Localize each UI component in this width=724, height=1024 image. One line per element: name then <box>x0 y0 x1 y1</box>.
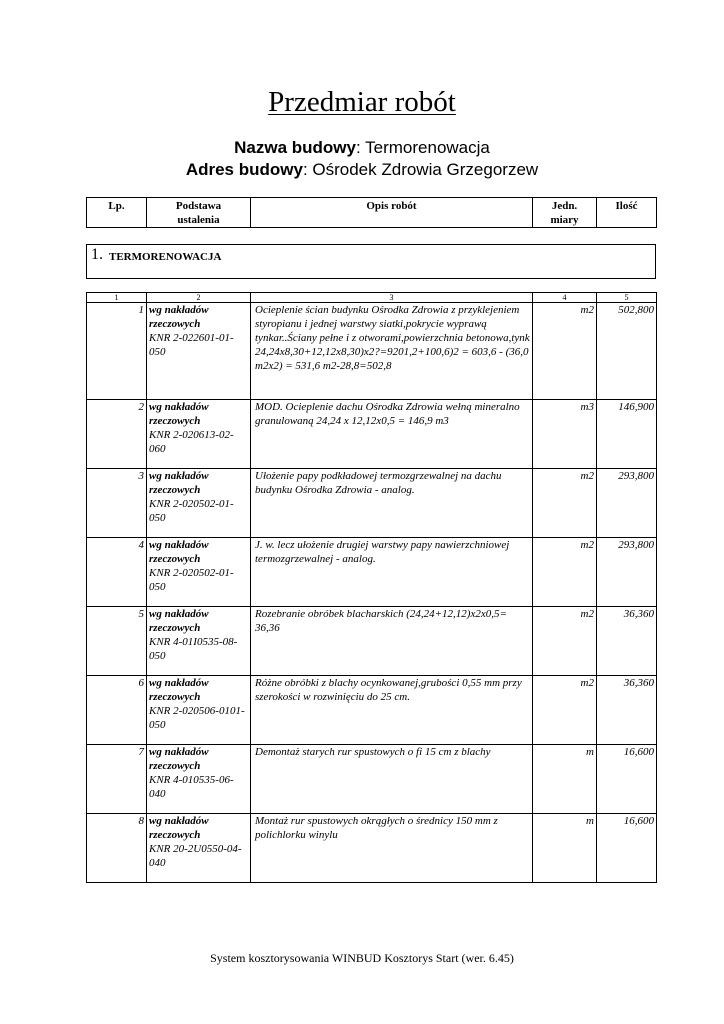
row-quantity: 293,800 <box>597 469 657 538</box>
column-number: 3 <box>251 293 533 303</box>
row-base-a: wg nakładów <box>149 608 209 620</box>
section-number: 1. <box>91 246 103 263</box>
build-address-line <box>0 160 724 180</box>
column-number-row <box>87 293 657 303</box>
row-lp: 4 <box>87 538 147 607</box>
row-lp: 7 <box>87 745 147 814</box>
row-base <box>147 469 251 538</box>
row-description: Ułożenie papy podkładowej termozgrzewalnej na dachu budynku Ośrodka Zdrowia - analog. <box>251 469 533 538</box>
row-lp: 2 <box>87 400 147 469</box>
table-row <box>87 303 657 400</box>
row-base-b: rzeczowych <box>149 622 201 634</box>
row-description: J. w. lecz ułożenie drugiej warstwy papy nawierzchniowej termozgrzewalnej - analog. <box>251 538 533 607</box>
row-description: Montaż rur spustowych okrągłych o średnicy 150 mm z polichlorku winylu <box>251 814 533 883</box>
header-base-line1: Podstawa <box>175 200 222 212</box>
table-row <box>87 814 657 883</box>
row-quantity: 16,600 <box>597 814 657 883</box>
header-qty: Ilość <box>597 198 657 228</box>
row-base-a: wg nakładów <box>149 677 209 689</box>
row-base-code: KNR 2-020502-01-050 <box>149 498 234 524</box>
column-number: 4 <box>533 293 597 303</box>
row-lp: 5 <box>87 607 147 676</box>
row-unit: m <box>533 745 597 814</box>
table-row <box>87 400 657 469</box>
row-base <box>147 676 251 745</box>
column-number: 1 <box>87 293 147 303</box>
row-base <box>147 814 251 883</box>
row-base-a: wg nakładów <box>149 815 209 827</box>
row-unit: m2 <box>533 469 597 538</box>
build-name-label: Nazwa budowy <box>234 138 356 157</box>
row-base-b: rzeczowych <box>149 415 201 427</box>
row-base-code: KNR 2-020613-02-060 <box>149 429 234 455</box>
row-description: Demontaż starych rur spustowych o fi 15 cm z blachy <box>251 745 533 814</box>
row-base-a: wg nakładów <box>149 304 209 316</box>
build-address-label: Adres budowy <box>185 160 303 179</box>
row-base-code: KNR 4-01I0535-08-050 <box>149 636 238 662</box>
row-base-a: wg nakładów <box>149 746 209 758</box>
row-base <box>147 538 251 607</box>
row-base-code: KNR 2-020502-01-050 <box>149 567 234 593</box>
row-quantity: 502,800 <box>597 303 657 400</box>
row-base-code: KNR 2-020506-0101-050 <box>149 705 245 731</box>
row-unit: m2 <box>533 676 597 745</box>
row-base-code: KNR 20-2U0550-04-040 <box>149 843 242 869</box>
column-number: 2 <box>147 293 251 303</box>
row-base-b: rzeczowych <box>149 691 201 703</box>
section-name: TERMORENOWACJA <box>109 251 222 263</box>
row-description: Różne obróbki z blachy ocynkowanej,grubości 0,55 mm przy szerokości w rozwinięciu do 25 cm. <box>251 676 533 745</box>
row-lp: 6 <box>87 676 147 745</box>
header-table <box>86 197 657 228</box>
row-description: Rozebranie obróbek blacharskich (24,24+12,12)x2x0,5= 36,36 <box>251 607 533 676</box>
build-address-value: : Ośrodek Zdrowia Grzegorzew <box>302 160 539 179</box>
row-base <box>147 400 251 469</box>
row-base-b: rzeczowych <box>149 760 201 772</box>
row-base-b: rzeczowych <box>149 829 201 841</box>
row-lp: 3 <box>87 469 147 538</box>
row-base-b: rzeczowych <box>149 484 201 496</box>
build-name-line <box>0 138 724 158</box>
row-base <box>147 303 251 400</box>
footer-text: System kosztorysowania WINBUD Kosztorys Start (wer. 6.45) <box>210 951 514 965</box>
header-unit-line2: miary <box>550 214 579 226</box>
row-quantity: 146,900 <box>597 400 657 469</box>
header-unit-line1: Jedn. <box>551 200 578 212</box>
row-unit: m2 <box>533 538 597 607</box>
section-header <box>86 244 656 279</box>
row-base-code: KNR 4-010535-06-040 <box>149 774 234 800</box>
row-unit: m <box>533 814 597 883</box>
row-unit: m2 <box>533 303 597 400</box>
row-base-b: rzeczowych <box>149 318 201 330</box>
row-base-a: wg nakładów <box>149 470 209 482</box>
table-row <box>87 745 657 814</box>
table-row <box>87 607 657 676</box>
document-title: Przedmiar robót <box>268 86 456 118</box>
row-base-b: rzeczowych <box>149 553 201 565</box>
row-description: Ocieplenie ścian budynku Ośrodka Zdrowia z przyklejeniem styropianu i jednej warstwy siatki,pokrycie wyprawą tynkar..Ściany pełne i z otworami,powierzchnia betonowa,tynk 24,24x8,30+12,12x8,30)x2?=9201,2+100,6)2 = 603,6 - (36,0 m2x2) = 531,6 m2-28,8=502,8 <box>251 303 533 400</box>
row-lp: 1 <box>87 303 147 400</box>
row-unit: m2 <box>533 607 597 676</box>
row-quantity: 16,600 <box>597 745 657 814</box>
row-description: MOD. Ocieplenie dachu Ośrodka Zdrowia wełną mineralno granulowaną 24,24 x 12,12x0,5 = 146,9 m3 <box>251 400 533 469</box>
row-base <box>147 607 251 676</box>
build-name-value: : Termorenowacja <box>356 138 490 157</box>
row-quantity: 36,360 <box>597 607 657 676</box>
row-lp: 8 <box>87 814 147 883</box>
row-base-a: wg nakładów <box>149 539 209 551</box>
table-row <box>87 469 657 538</box>
table-row <box>87 538 657 607</box>
header-base-line2: ustalenia <box>177 214 220 226</box>
row-quantity: 36,360 <box>597 676 657 745</box>
column-number: 5 <box>597 293 657 303</box>
header-unit <box>533 198 597 228</box>
row-unit: m3 <box>533 400 597 469</box>
row-base-code: KNR 2-022601-01-050 <box>149 332 234 358</box>
header-row <box>87 198 657 228</box>
row-base-a: wg nakładów <box>149 401 209 413</box>
row-quantity: 293,800 <box>597 538 657 607</box>
header-desc: Opis robót <box>251 198 533 228</box>
table-row <box>87 676 657 745</box>
row-base <box>147 745 251 814</box>
header-base <box>147 198 251 228</box>
header-lp: Lp. <box>87 198 147 228</box>
works-table <box>86 292 657 883</box>
